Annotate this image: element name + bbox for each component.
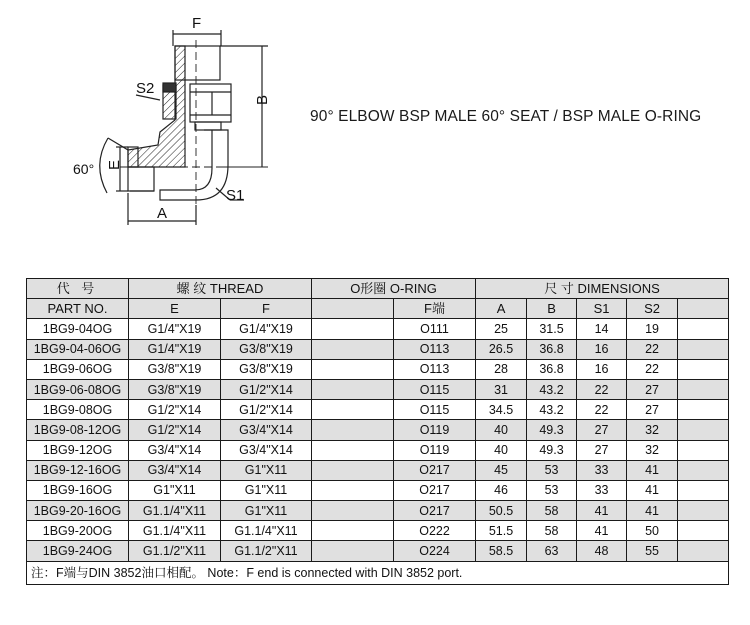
cell-oring-blank <box>312 501 394 521</box>
cell-oring-blank <box>312 480 394 500</box>
cell-part-no: 1BG9-04OG <box>27 319 129 339</box>
cell-dim-a: 46 <box>476 480 527 500</box>
header-e: E <box>129 299 221 319</box>
label-s1: S1 <box>226 187 245 204</box>
header-extra <box>678 299 729 319</box>
cell-part-no: 1BG9-06-08OG <box>27 379 129 399</box>
cell-oring-blank <box>312 339 394 359</box>
cell-thread-f: G1/2"X14 <box>221 400 312 420</box>
cell-thread-e: G1/4"X19 <box>129 319 221 339</box>
header-row-2 <box>27 299 729 319</box>
cell-thread-e: G3/4"X14 <box>129 460 221 480</box>
cell-extra <box>678 400 729 420</box>
cell-dim-s2: 19 <box>627 319 678 339</box>
label-angle: 60° <box>73 161 95 177</box>
cell-oring-f-end: O119 <box>394 440 476 460</box>
header-s2: S2 <box>627 299 678 319</box>
cell-dim-a: 25 <box>476 319 527 339</box>
cell-dim-a: 51.5 <box>476 521 527 541</box>
header-f: F <box>221 299 312 319</box>
cell-extra <box>678 541 729 561</box>
cell-oring-blank <box>312 521 394 541</box>
cell-part-no: 1BG9-04-06OG <box>27 339 129 359</box>
cell-part-no: 1BG9-24OG <box>27 541 129 561</box>
table-row <box>27 541 729 561</box>
cell-dim-a: 50.5 <box>476 501 527 521</box>
header-oring-blank <box>312 299 394 319</box>
cell-dim-a: 40 <box>476 420 527 440</box>
cell-extra <box>678 359 729 379</box>
table-row <box>27 440 729 460</box>
cell-thread-e: G1/4"X19 <box>129 339 221 359</box>
cell-oring-f-end: O119 <box>394 420 476 440</box>
cell-dim-s2: 41 <box>627 460 678 480</box>
header-part-no: PART NO. <box>27 299 129 319</box>
cell-dim-a: 58.5 <box>476 541 527 561</box>
cell-thread-e: G1"X11 <box>129 480 221 500</box>
cell-thread-f: G1.1/4"X11 <box>221 521 312 541</box>
cell-oring-blank <box>312 400 394 420</box>
cell-dim-s1: 16 <box>577 339 627 359</box>
cell-part-no: 1BG9-08OG <box>27 400 129 420</box>
cell-dim-b: 49.3 <box>527 440 577 460</box>
cell-thread-f: G3/4"X14 <box>221 440 312 460</box>
cell-part-no: 1BG9-12OG <box>27 440 129 460</box>
cell-thread-e: G3/8"X19 <box>129 379 221 399</box>
cell-oring-blank <box>312 541 394 561</box>
cell-dim-s2: 22 <box>627 359 678 379</box>
cell-dim-a: 40 <box>476 440 527 460</box>
cell-oring-blank <box>312 379 394 399</box>
cell-dim-a: 34.5 <box>476 400 527 420</box>
cell-oring-blank <box>312 359 394 379</box>
cell-dim-b: 58 <box>527 501 577 521</box>
cell-oring-f-end: O115 <box>394 379 476 399</box>
cell-thread-f: G1/2"X14 <box>221 379 312 399</box>
cell-thread-f: G1"X11 <box>221 501 312 521</box>
table-row <box>27 521 729 541</box>
cell-thread-e: G1.1/4"X11 <box>129 501 221 521</box>
cell-dim-b: 53 <box>527 460 577 480</box>
table-row <box>27 480 729 500</box>
cell-oring-blank <box>312 420 394 440</box>
cell-dim-s2: 27 <box>627 400 678 420</box>
header-part-no-cn: 代 号 <box>27 279 129 299</box>
cell-extra <box>678 521 729 541</box>
cell-oring-f-end: O111 <box>394 319 476 339</box>
label-b: B <box>254 94 271 105</box>
cell-dim-b: 36.8 <box>527 339 577 359</box>
cell-dim-a: 26.5 <box>476 339 527 359</box>
cell-thread-e: G3/4"X14 <box>129 440 221 460</box>
cell-oring-blank <box>312 319 394 339</box>
cell-part-no: 1BG9-20-16OG <box>27 501 129 521</box>
cell-extra <box>678 420 729 440</box>
cell-part-no: 1BG9-06OG <box>27 359 129 379</box>
cell-thread-f: G3/4"X14 <box>221 420 312 440</box>
cell-oring-f-end: O217 <box>394 460 476 480</box>
cell-dim-s1: 22 <box>577 379 627 399</box>
cell-extra <box>678 319 729 339</box>
cell-oring-f-end: O222 <box>394 521 476 541</box>
cell-thread-e: G1.1/2"X11 <box>129 541 221 561</box>
cell-dim-s1: 41 <box>577 521 627 541</box>
header-thread: 螺 纹 THREAD <box>129 279 312 299</box>
label-f: F <box>192 15 202 32</box>
cell-thread-e: G3/8"X19 <box>129 359 221 379</box>
cell-dim-b: 53 <box>527 480 577 500</box>
cell-dim-s1: 41 <box>577 501 627 521</box>
cell-oring-f-end: O113 <box>394 339 476 359</box>
cell-dim-b: 31.5 <box>527 319 577 339</box>
cell-dim-s2: 41 <box>627 480 678 500</box>
label-a: A <box>157 205 168 222</box>
table-row <box>27 400 729 420</box>
cell-dim-s2: 55 <box>627 541 678 561</box>
cell-extra <box>678 440 729 460</box>
cell-oring-f-end: O217 <box>394 480 476 500</box>
table-row <box>27 460 729 480</box>
header-dimensions: 尺 寸 DIMENSIONS <box>476 279 729 299</box>
cell-extra <box>678 501 729 521</box>
cell-part-no: 1BG9-20OG <box>27 521 129 541</box>
cell-dim-s1: 48 <box>577 541 627 561</box>
cell-thread-e: G1/2"X14 <box>129 420 221 440</box>
cell-dim-b: 43.2 <box>527 379 577 399</box>
cell-thread-f: G1"X11 <box>221 460 312 480</box>
cell-dim-s1: 27 <box>577 440 627 460</box>
cell-extra <box>678 339 729 359</box>
cell-dim-s1: 33 <box>577 480 627 500</box>
table-row <box>27 379 729 399</box>
cell-dim-s2: 27 <box>627 379 678 399</box>
cell-dim-a: 31 <box>476 379 527 399</box>
cell-oring-f-end: O217 <box>394 501 476 521</box>
label-s2: S2 <box>136 80 155 97</box>
note-row <box>27 561 729 584</box>
cell-part-no: 1BG9-16OG <box>27 480 129 500</box>
cell-thread-f: G1.1/2"X11 <box>221 541 312 561</box>
cell-dim-b: 58 <box>527 521 577 541</box>
cell-dim-s2: 22 <box>627 339 678 359</box>
header-f-end: F端 <box>394 299 476 319</box>
header-a: A <box>476 299 527 319</box>
cell-dim-a: 45 <box>476 460 527 480</box>
cell-thread-e: G1.1/4"X11 <box>129 521 221 541</box>
header-s1: S1 <box>577 299 627 319</box>
table-row <box>27 359 729 379</box>
cell-oring-blank <box>312 460 394 480</box>
cell-dim-s1: 16 <box>577 359 627 379</box>
elbow-fitting-drawing <box>0 0 300 240</box>
spec-table <box>26 278 729 585</box>
cell-dim-b: 36.8 <box>527 359 577 379</box>
cell-oring-blank <box>312 440 394 460</box>
label-e: E <box>106 159 123 170</box>
cell-thread-f: G3/8"X19 <box>221 359 312 379</box>
cell-oring-f-end: O115 <box>394 400 476 420</box>
cell-dim-s2: 41 <box>627 501 678 521</box>
cell-extra <box>678 379 729 399</box>
cell-oring-f-end: O224 <box>394 541 476 561</box>
cell-dim-s2: 50 <box>627 521 678 541</box>
cell-dim-s2: 32 <box>627 440 678 460</box>
cell-thread-f: G1/4"X19 <box>221 319 312 339</box>
cell-part-no: 1BG9-08-12OG <box>27 420 129 440</box>
cell-dim-a: 28 <box>476 359 527 379</box>
cell-dim-s1: 33 <box>577 460 627 480</box>
cell-dim-s1: 22 <box>577 400 627 420</box>
cell-extra <box>678 460 729 480</box>
header-oring: O形圈 O-RING <box>312 279 476 299</box>
cell-dim-s1: 27 <box>577 420 627 440</box>
cell-thread-f: G3/8"X19 <box>221 339 312 359</box>
cell-oring-f-end: O113 <box>394 359 476 379</box>
cell-thread-f: G1"X11 <box>221 480 312 500</box>
cell-thread-e: G1/2"X14 <box>129 400 221 420</box>
cell-dim-s1: 14 <box>577 319 627 339</box>
table-row <box>27 501 729 521</box>
cell-dim-b: 49.3 <box>527 420 577 440</box>
table-row <box>27 339 729 359</box>
cell-dim-b: 63 <box>527 541 577 561</box>
product-title: 90° ELBOW BSP MALE 60° SEAT / BSP MALE O-RING <box>310 108 702 125</box>
table-row <box>27 420 729 440</box>
cell-extra <box>678 480 729 500</box>
note-text: 注：F端与DIN 3852油口相配。 Note：F end is connected with DIN 3852 port. <box>27 561 729 584</box>
cell-dim-b: 43.2 <box>527 400 577 420</box>
cell-dim-s2: 32 <box>627 420 678 440</box>
cell-part-no: 1BG9-12-16OG <box>27 460 129 480</box>
header-b: B <box>527 299 577 319</box>
header-row-1 <box>27 279 729 299</box>
table-row <box>27 319 729 339</box>
